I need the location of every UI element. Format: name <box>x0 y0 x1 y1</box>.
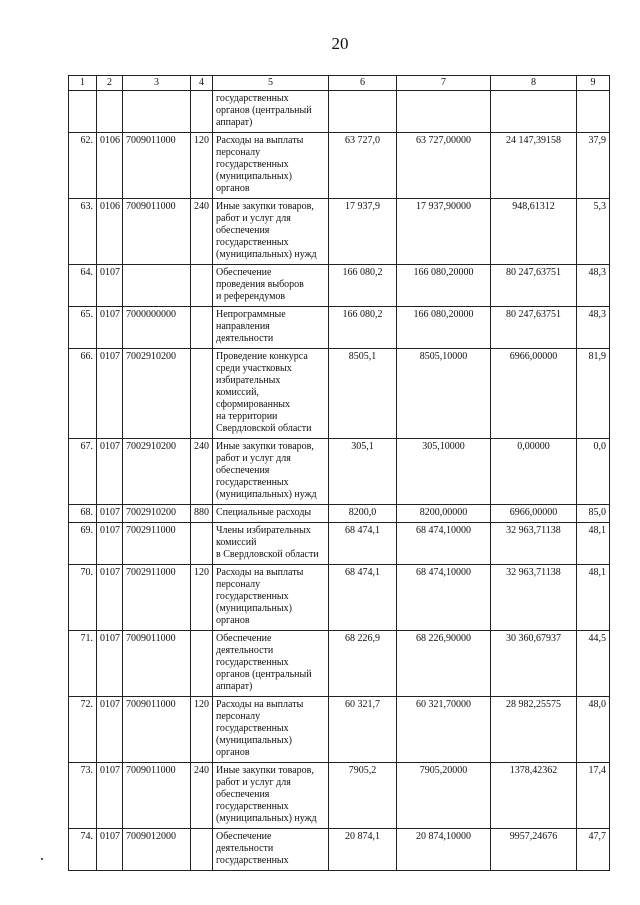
description-cell: Иные закупки товаров, работ и услуг для обеспечения государственных (муниципальных) нужд <box>213 763 329 829</box>
value-cell-8 <box>491 91 577 133</box>
description-cell: Расходы на выплаты персоналу государственных (муниципальных) органов <box>213 697 329 763</box>
section-code-cell: 0107 <box>97 265 123 307</box>
row-number-cell: 66. <box>69 349 97 439</box>
percent-cell <box>577 91 610 133</box>
value-cell-7: 8200,00000 <box>397 505 491 523</box>
row-number-cell: 69. <box>69 523 97 565</box>
value-cell-7: 7905,20000 <box>397 763 491 829</box>
value-cell-7 <box>397 91 491 133</box>
target-code-cell: 7002910200 <box>123 505 191 523</box>
section-code-cell: 0107 <box>97 439 123 505</box>
expense-type-cell <box>191 349 213 439</box>
row-number-cell: 67. <box>69 439 97 505</box>
percent-cell: 48,0 <box>577 697 610 763</box>
section-code-cell: 0107 <box>97 631 123 697</box>
value-cell-8: 30 360,67937 <box>491 631 577 697</box>
table-row <box>69 133 610 199</box>
budget-table <box>68 75 610 871</box>
description-cell: Расходы на выплаты персоналу государственных (муниципальных) органов <box>213 133 329 199</box>
value-cell-8: 6966,00000 <box>491 349 577 439</box>
table-row <box>69 439 610 505</box>
section-code-cell: 0107 <box>97 523 123 565</box>
value-cell-7: 17 937,90000 <box>397 199 491 265</box>
description-cell: Члены избирательных комиссий в Свердловской области <box>213 523 329 565</box>
expense-type-cell <box>191 523 213 565</box>
section-code-cell: 0107 <box>97 349 123 439</box>
expense-type-cell: 120 <box>191 565 213 631</box>
percent-cell: 48,3 <box>577 307 610 349</box>
target-code-cell: 7002911000 <box>123 523 191 565</box>
description-cell: Иные закупки товаров, работ и услуг для обеспечения государственных (муниципальных) нужд <box>213 439 329 505</box>
percent-cell: 5,3 <box>577 199 610 265</box>
description-cell: Специальные расходы <box>213 505 329 523</box>
target-code-cell: 7002910200 <box>123 349 191 439</box>
page-number: 20 <box>331 34 349 53</box>
value-cell-6: 8200,0 <box>329 505 397 523</box>
description-cell: государственных органов (центральный аппарат) <box>213 91 329 133</box>
value-cell-7: 305,10000 <box>397 439 491 505</box>
value-cell-7: 8505,10000 <box>397 349 491 439</box>
description-cell: Иные закупки товаров, работ и услуг для обеспечения государственных (муниципальных) нужд <box>213 199 329 265</box>
header-cell: 9 <box>577 76 610 91</box>
target-code-cell: 7009011000 <box>123 133 191 199</box>
row-number-cell: 62. <box>69 133 97 199</box>
expense-type-cell: 120 <box>191 697 213 763</box>
value-cell-6 <box>329 91 397 133</box>
table-row <box>69 265 610 307</box>
value-cell-6: 68 474,1 <box>329 565 397 631</box>
value-cell-8: 80 247,63751 <box>491 265 577 307</box>
section-code-cell: 0107 <box>97 505 123 523</box>
row-number-cell: 65. <box>69 307 97 349</box>
expense-type-cell: 120 <box>191 133 213 199</box>
expense-type-cell: 880 <box>191 505 213 523</box>
expense-type-cell <box>191 631 213 697</box>
target-code-cell: 7009012000 <box>123 829 191 871</box>
section-code-cell: 0107 <box>97 697 123 763</box>
row-number-cell: 72. <box>69 697 97 763</box>
section-code-cell: 0107 <box>97 829 123 871</box>
value-cell-6: 8505,1 <box>329 349 397 439</box>
value-cell-8: 32 963,71138 <box>491 523 577 565</box>
expense-type-cell: 240 <box>191 763 213 829</box>
table-row <box>69 829 610 871</box>
value-cell-6: 7905,2 <box>329 763 397 829</box>
value-cell-8: 0,00000 <box>491 439 577 505</box>
value-cell-7: 68 474,10000 <box>397 523 491 565</box>
value-cell-8: 1378,42362 <box>491 763 577 829</box>
percent-cell: 44,5 <box>577 631 610 697</box>
table-row <box>69 199 610 265</box>
value-cell-7: 166 080,20000 <box>397 307 491 349</box>
table-row <box>69 697 610 763</box>
value-cell-7: 20 874,10000 <box>397 829 491 871</box>
value-cell-8: 24 147,39158 <box>491 133 577 199</box>
value-cell-6: 68 474,1 <box>329 523 397 565</box>
header-cell: 6 <box>329 76 397 91</box>
value-cell-6: 17 937,9 <box>329 199 397 265</box>
percent-cell: 85,0 <box>577 505 610 523</box>
target-code-cell <box>123 91 191 133</box>
row-number-cell: 73. <box>69 763 97 829</box>
section-code-cell <box>97 91 123 133</box>
header-cell: 7 <box>397 76 491 91</box>
percent-cell: 48,1 <box>577 565 610 631</box>
section-code-cell: 0107 <box>97 565 123 631</box>
description-cell: Обеспечение деятельности государственных <box>213 829 329 871</box>
row-number-cell: 70. <box>69 565 97 631</box>
header-cell: 1 <box>69 76 97 91</box>
value-cell-8: 28 982,25575 <box>491 697 577 763</box>
percent-cell: 37,9 <box>577 133 610 199</box>
description-cell: Обеспечение деятельности государственных органов (центральный аппарат) <box>213 631 329 697</box>
table-row <box>69 565 610 631</box>
value-cell-7: 68 226,90000 <box>397 631 491 697</box>
value-cell-8: 32 963,71138 <box>491 565 577 631</box>
header-cell: 4 <box>191 76 213 91</box>
header-cell: 2 <box>97 76 123 91</box>
row-number-cell: 71. <box>69 631 97 697</box>
value-cell-6: 60 321,7 <box>329 697 397 763</box>
table-row <box>69 349 610 439</box>
table-row <box>69 307 610 349</box>
target-code-cell: 7009011000 <box>123 199 191 265</box>
percent-cell: 48,3 <box>577 265 610 307</box>
header-cell: 8 <box>491 76 577 91</box>
table-row <box>69 523 610 565</box>
expense-type-cell: 240 <box>191 199 213 265</box>
description-cell: Непрограммные направления деятельности <box>213 307 329 349</box>
percent-cell: 48,1 <box>577 523 610 565</box>
row-number-cell <box>69 91 97 133</box>
percent-cell: 81,9 <box>577 349 610 439</box>
target-code-cell: 7009011000 <box>123 697 191 763</box>
value-cell-8: 6966,00000 <box>491 505 577 523</box>
value-cell-6: 166 080,2 <box>329 307 397 349</box>
expense-type-cell: 240 <box>191 439 213 505</box>
table-row <box>69 91 610 133</box>
expense-type-cell <box>191 91 213 133</box>
table-row <box>69 505 610 523</box>
value-cell-8: 948,61312 <box>491 199 577 265</box>
section-code-cell: 0107 <box>97 307 123 349</box>
table-body <box>69 91 610 871</box>
percent-cell: 47,7 <box>577 829 610 871</box>
expense-type-cell <box>191 829 213 871</box>
section-code-cell: 0106 <box>97 199 123 265</box>
percent-cell: 0,0 <box>577 439 610 505</box>
target-code-cell <box>123 265 191 307</box>
expense-type-cell <box>191 265 213 307</box>
row-number-cell: 68. <box>69 505 97 523</box>
target-code-cell: 7002911000 <box>123 565 191 631</box>
value-cell-7: 166 080,20000 <box>397 265 491 307</box>
target-code-cell: 7000000000 <box>123 307 191 349</box>
value-cell-6: 20 874,1 <box>329 829 397 871</box>
value-cell-7: 63 727,00000 <box>397 133 491 199</box>
value-cell-6: 166 080,2 <box>329 265 397 307</box>
scan-speck <box>41 858 43 860</box>
row-number-cell: 64. <box>69 265 97 307</box>
value-cell-8: 9957,24676 <box>491 829 577 871</box>
value-cell-6: 63 727,0 <box>329 133 397 199</box>
table-row <box>69 763 610 829</box>
value-cell-7: 60 321,70000 <box>397 697 491 763</box>
description-cell: Обеспечение проведения выборов и референдумов <box>213 265 329 307</box>
section-code-cell: 0107 <box>97 763 123 829</box>
value-cell-8: 80 247,63751 <box>491 307 577 349</box>
description-cell: Проведение конкурса среди участковых избирательных комиссий, сформированных на территории Свердловской области <box>213 349 329 439</box>
header-cell: 3 <box>123 76 191 91</box>
percent-cell: 17,4 <box>577 763 610 829</box>
target-code-cell: 7002910200 <box>123 439 191 505</box>
table-row <box>69 631 610 697</box>
row-number-cell: 74. <box>69 829 97 871</box>
header-cell: 5 <box>213 76 329 91</box>
row-number-cell: 63. <box>69 199 97 265</box>
value-cell-6: 68 226,9 <box>329 631 397 697</box>
value-cell-6: 305,1 <box>329 439 397 505</box>
target-code-cell: 7009011000 <box>123 763 191 829</box>
description-cell: Расходы на выплаты персоналу государственных (муниципальных) органов <box>213 565 329 631</box>
section-code-cell: 0106 <box>97 133 123 199</box>
value-cell-7: 68 474,10000 <box>397 565 491 631</box>
target-code-cell: 7009011000 <box>123 631 191 697</box>
table-header-row <box>69 76 610 91</box>
expense-type-cell <box>191 307 213 349</box>
